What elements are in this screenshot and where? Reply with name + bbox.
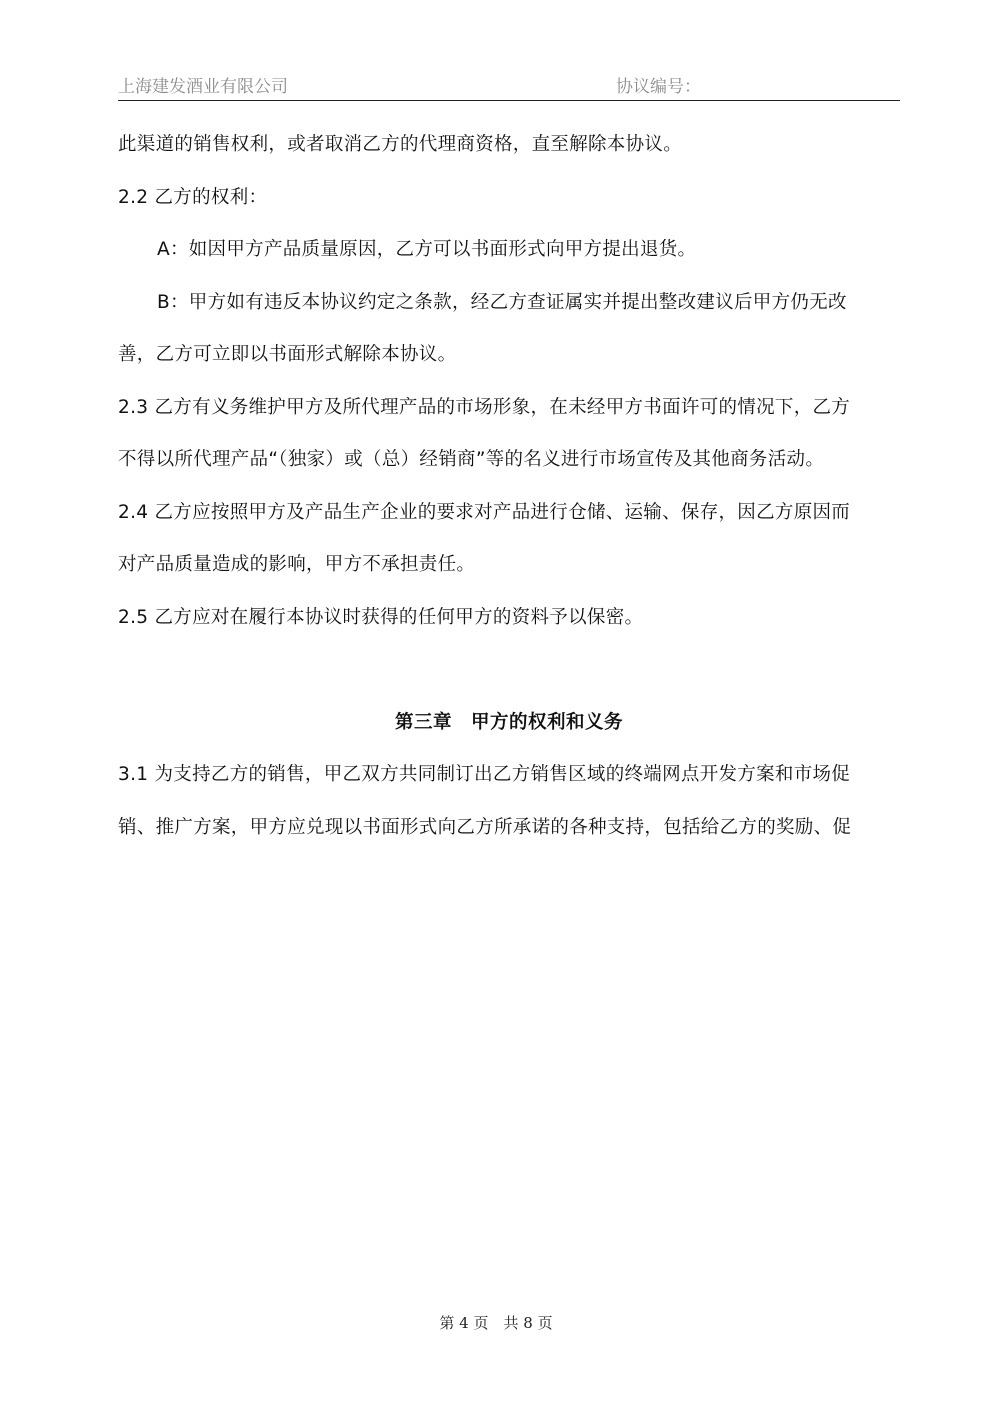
clause-2-5: 2.5 乙方应对在履行本协议时获得的任何甲方的资料予以保密。 (118, 606, 644, 628)
paragraph-line: 对产品质量造成的影响，甲方不承担责任。 (118, 554, 476, 575)
chapter-title: 第三章 甲方的权利和义务 (394, 711, 623, 733)
paragraph-line: 销、推广方案，甲方应兑现以书面形式向乙方所承诺的各种支持，包括给乙方的奖励、促 (118, 816, 852, 838)
page-header (118, 76, 900, 101)
blank-line (118, 644, 900, 697)
paragraph-line: 此渠道的销售权利，或者取消乙方的代理商资格，直至解除本协议。 (118, 134, 683, 155)
page-footer: 第 4 页 共 8 页 (439, 1314, 553, 1332)
clause-2-4: 2.4 乙方应按照甲方及产品生产企业的要求对产品进行仓储、运输、保存，因乙方原因而 (118, 501, 851, 523)
paragraph-line: 善，乙方可立即以书面形式解除本协议。 (118, 344, 457, 365)
paragraph-line: 不得以所代理产品“（独家）或（总）经销商”等的名义进行市场宣传及其他商务活动。 (118, 449, 825, 470)
document-body (118, 119, 900, 854)
header-company-name: 上海建发酒业有限公司 (118, 77, 288, 97)
header-agreement-number-label: 协议编号： (616, 77, 701, 97)
clause-3-1: 3.1 为支持乙方的销售，甲乙双方共同制订出乙方销售区域的终端网点开发方案和市场促 (118, 764, 851, 785)
section-heading-2-2: 2.2 乙方的权利： (118, 186, 268, 208)
clause-2-3: 2.3 乙方有义务维护甲方及所代理产品的市场形象，在未经甲方书面许可的情况下，乙方 (118, 396, 851, 418)
clause-a: A：如因甲方产品质量原因，乙方可以书面形式向甲方提出退货。 (157, 239, 697, 260)
clause-b: B：甲方如有违反本协议约定之条款，经乙方查证属实并提出整改建议后甲方仍无改 (157, 291, 847, 313)
